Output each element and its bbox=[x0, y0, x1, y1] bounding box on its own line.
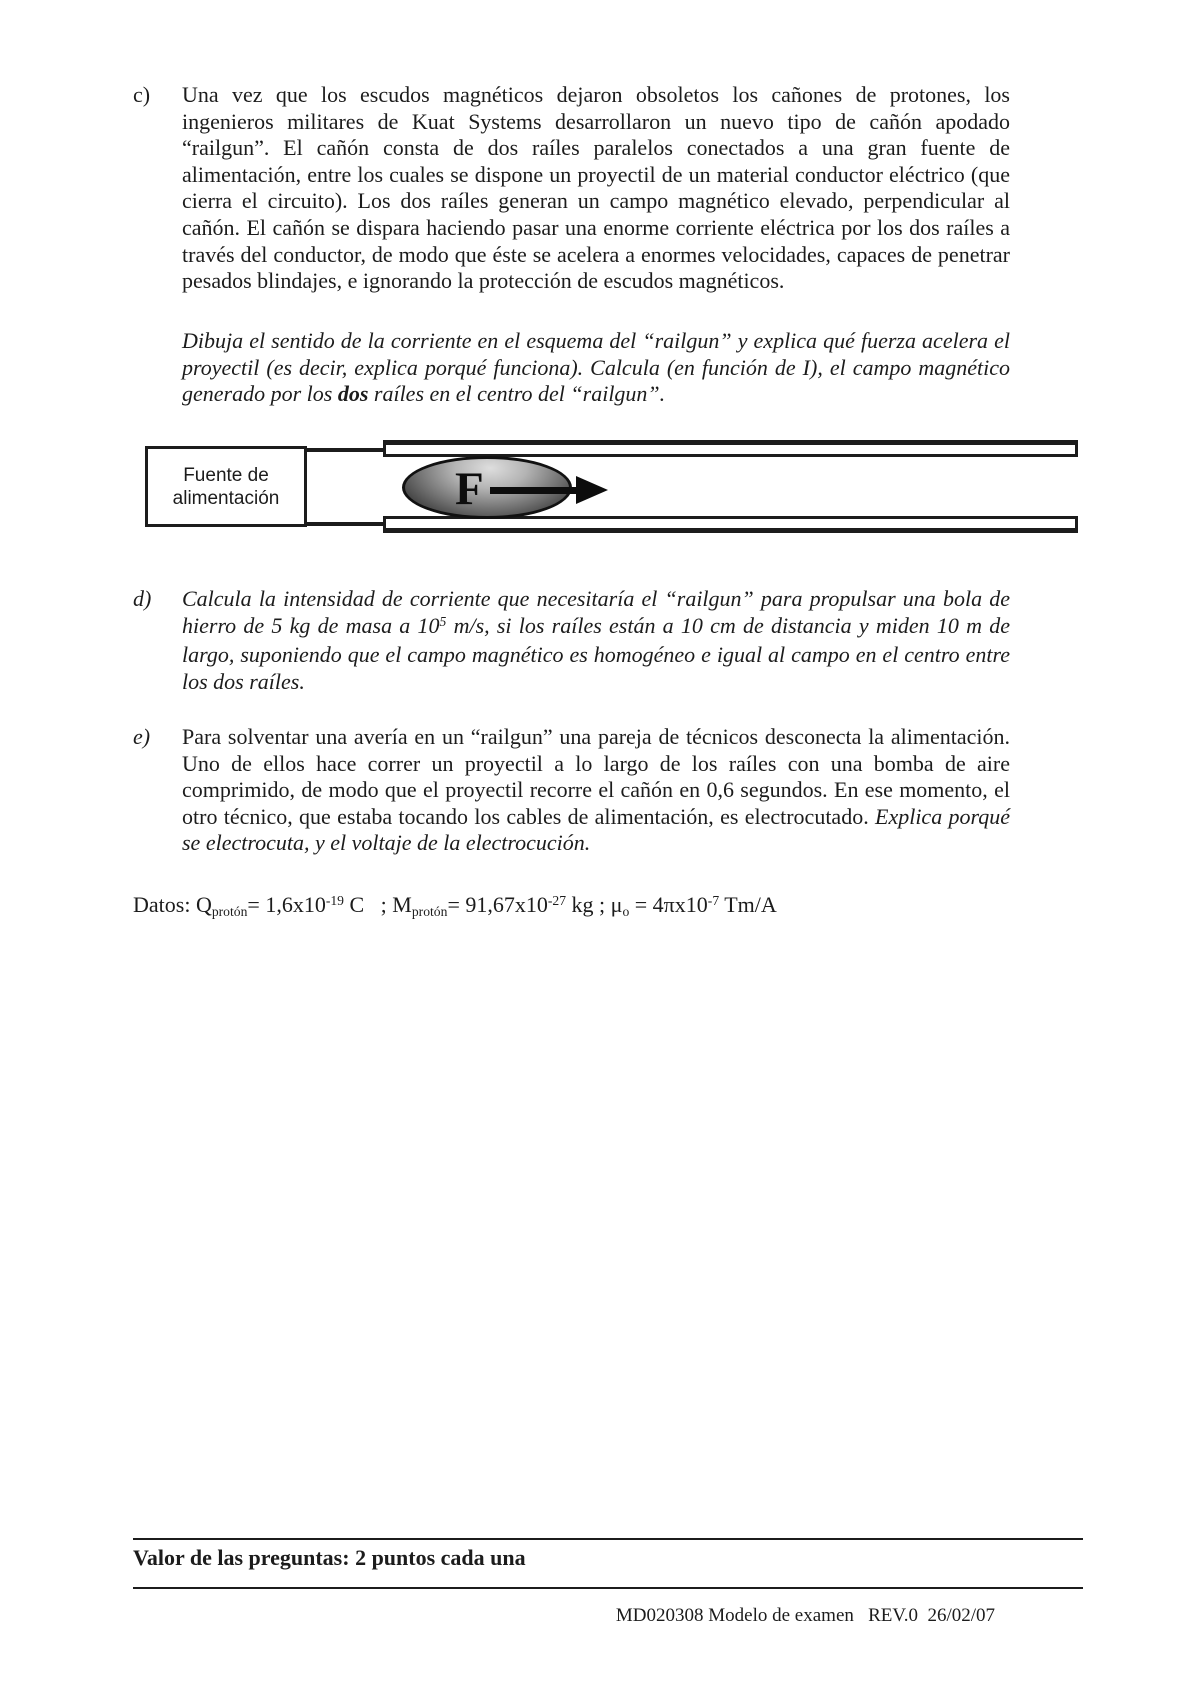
question-d bbox=[133, 586, 1010, 695]
power-supply-box bbox=[145, 446, 307, 527]
data-constants-line: Datos: Qprotón= $1,6x10^{-19}$ C ; Mprotón= $91,67x10^{-27}$ kg ; $\mu o = 4\pi x10^{-7}$ Tm/A bbox=[133, 892, 777, 919]
question-d-label: d) bbox=[133, 586, 152, 611]
wire-bottom bbox=[305, 522, 385, 526]
power-supply-label-line2: alimentación bbox=[172, 487, 280, 509]
question-c-label: c) bbox=[133, 82, 151, 107]
question-e bbox=[133, 724, 1010, 857]
document-reference: MD020308 Modelo de examen REV.0 26/02/07 bbox=[615, 1605, 995, 1626]
question-e-label: e) bbox=[133, 724, 151, 749]
power-supply-label-line1: Fuente de bbox=[183, 464, 269, 486]
railgun-diagram bbox=[0, 437, 1191, 547]
force-arrow-head-icon bbox=[576, 476, 608, 504]
footer-rule-top bbox=[133, 1538, 1083, 1540]
wire-top bbox=[305, 448, 385, 452]
question-c-instructions: Dibuja el sentido de la corriente en el esquema del “railgun” y explica qué fuerza acelera el proyectil (es decir, explica porqué funciona). Calcula (en función de I), el campo magnético generado por los dos raíles en el centro del “railgun”. bbox=[182, 328, 1010, 407]
footer-note: Valor de las preguntas: 2 puntos cada una bbox=[133, 1545, 526, 1570]
rail-top bbox=[383, 440, 1078, 457]
force-label: F bbox=[455, 463, 484, 515]
footer-rule-bottom bbox=[133, 1587, 1083, 1589]
question-c bbox=[133, 82, 1010, 295]
question-e-text: Para solventar una avería en un “railgun” una pareja de técnicos desconecta la alimentación. Uno de ellos hace correr un proyectil a lo largo de los raíles con una bomba de aire comprimido, de modo que el proyectil recorre el cañón en 0,6 segundos. En ese momento, el otro técnico, que estaba tocando los cables de alimentación, es electrocutado. Explica porqué se electrocuta, y el voltaje de la electrocución. bbox=[182, 724, 1011, 856]
force-arrow-shaft bbox=[490, 487, 578, 494]
question-d-text: Calcula la intensidad de corriente que necesitaría el “railgun” para propulsar una bola de hierro de 5 kg de masa a $10^5$ m/s, si los raíles están a 10 cm de distancia y miden 10 m de largo, suponiendo que el campo magnético es homogéneo e igual al campo en el centro entre los dos raíles. bbox=[182, 586, 1010, 694]
question-c-text: Una vez que los escudos magnéticos dejaron obsoletos los cañones de protones, los ingenieros militares de Kuat Systems desarrollaron un nuevo tipo de cañón apodado “railgun”. El cañón consta de dos raíles paralelos conectados a una gran fuente de alimentación, entre los cuales se dispone un proyectil de un material conductor eléctrico (que cierra el circuito). Los dos raíles generan un campo magnético elevado, perpendicular al cañón. El cañón se dispara haciendo pasar una enorme corriente eléctrica por los dos raíles a través del conductor, de modo que éste se acelera a enormes velocidades, capaces de penetrar pesados blindajes, e ignorando la protección de escudos magnéticos. bbox=[182, 82, 1010, 294]
